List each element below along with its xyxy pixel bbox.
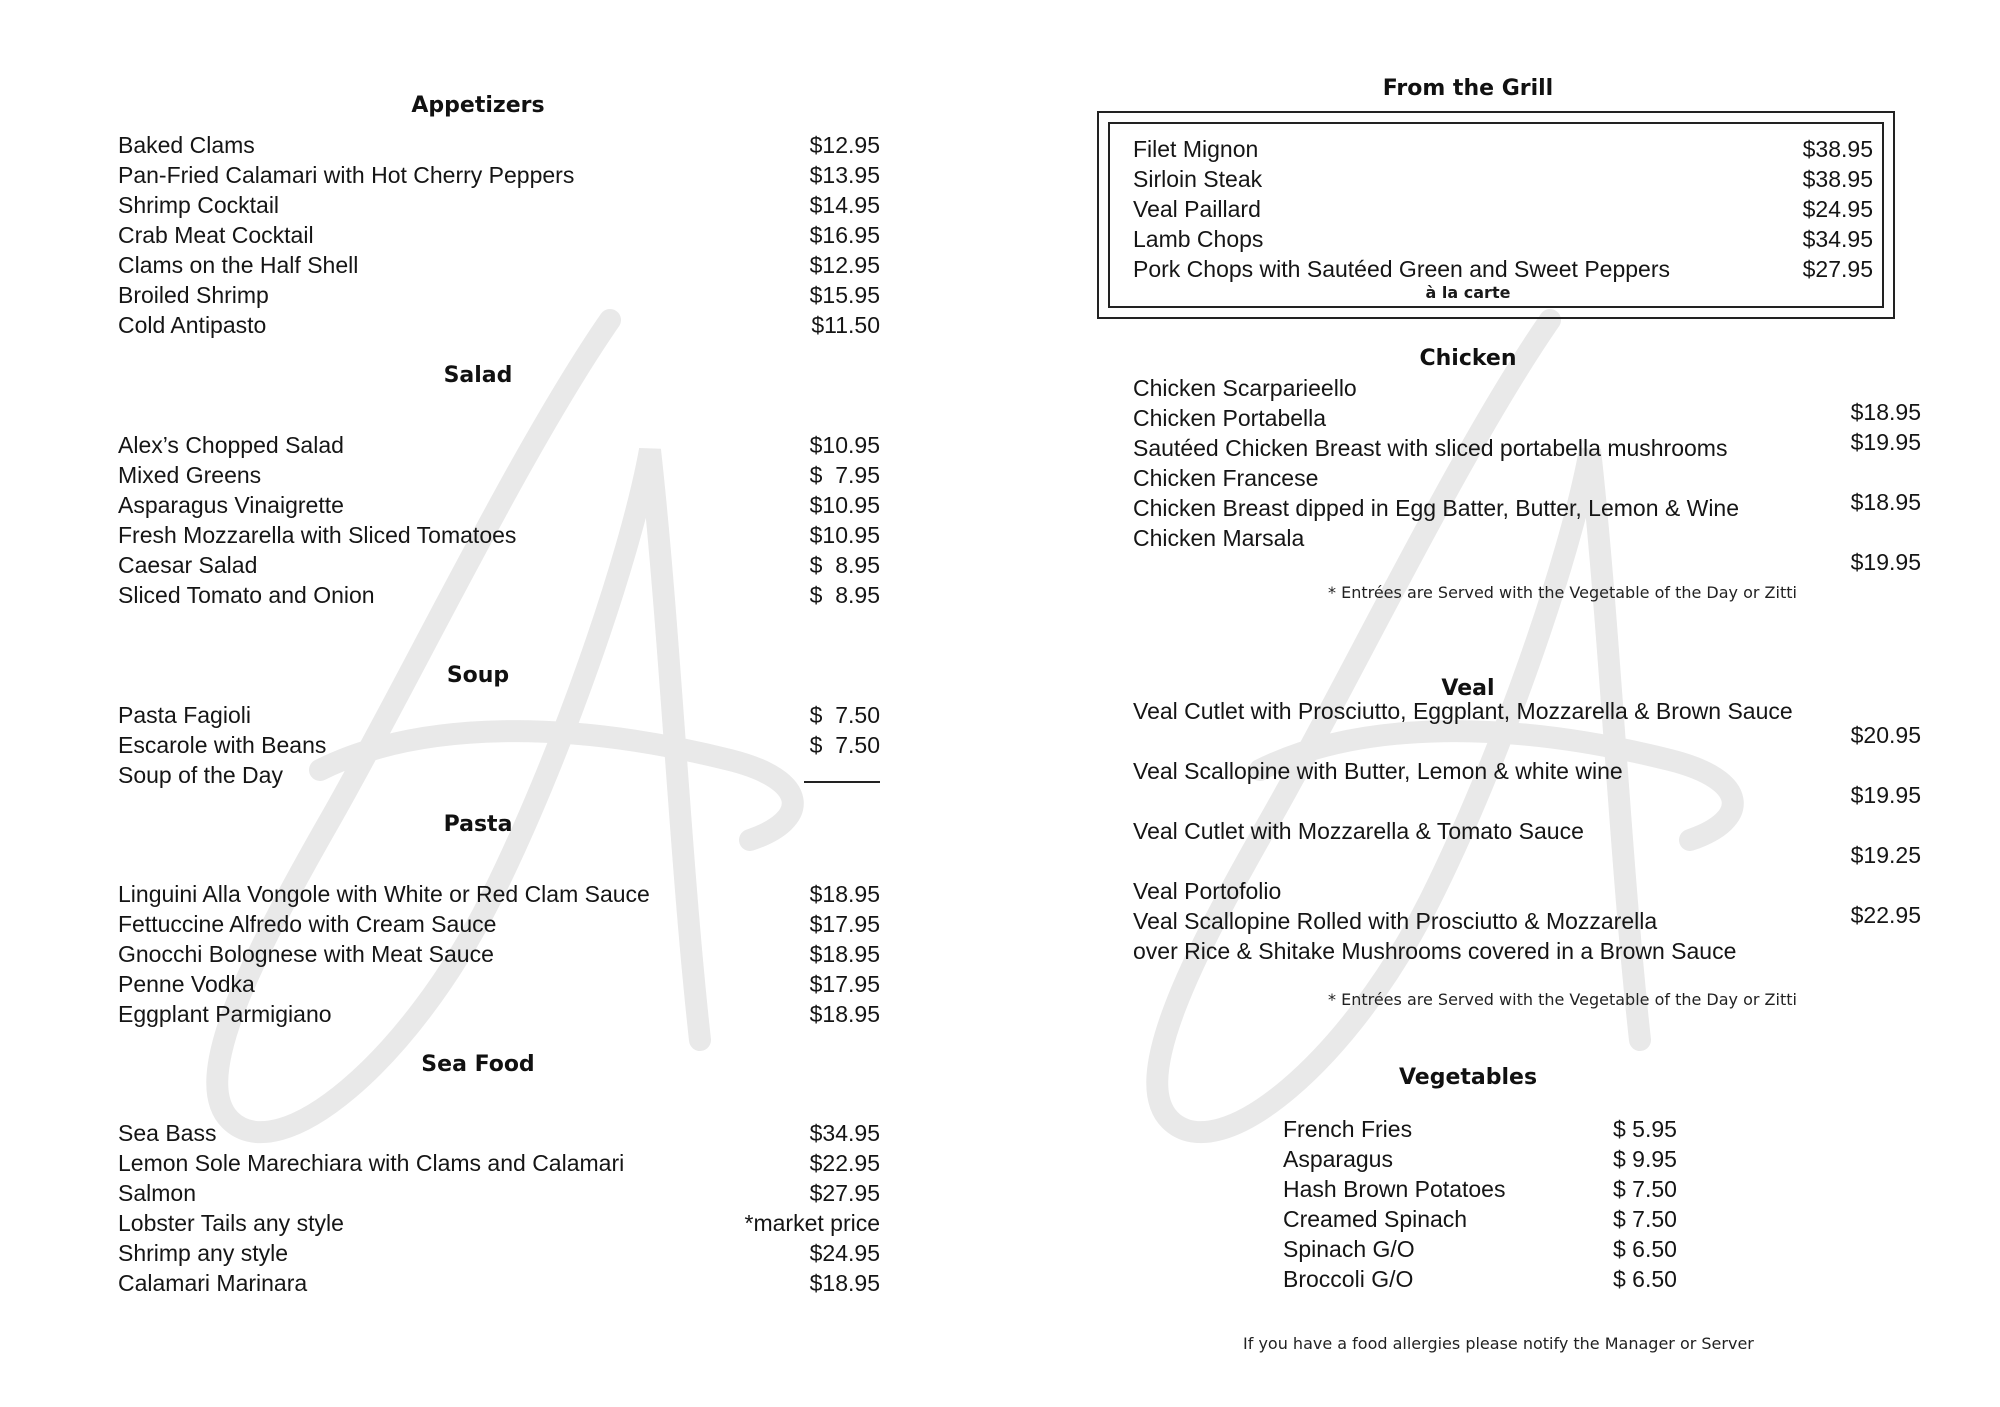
chicken-title: Chicken (1419, 346, 1517, 371)
a-la-carte-note: à la carte (1425, 283, 1511, 302)
seafood-title: Sea Food (421, 1052, 535, 1077)
salad-title: Salad (443, 363, 513, 388)
veal-title: Veal (1441, 676, 1495, 701)
price-blank-line (700, 760, 880, 790)
appetizers-title: Appetizers (411, 93, 545, 118)
entrees-note: * Entrées are Served with the Vegetable of the Day or Zitti (1328, 583, 1797, 602)
soup-title: Soup (446, 663, 510, 688)
allergy-note: If you have a food allergies please notify the Manager or Server (1243, 1334, 1754, 1353)
vegetables-title: Vegetables (1398, 1065, 1538, 1090)
pasta-title: Pasta (443, 812, 513, 837)
entrees-note: * Entrées are Served with the Vegetable of the Day or Zitti (1328, 990, 1797, 1009)
grill-title: From the Grill (1382, 76, 1554, 101)
